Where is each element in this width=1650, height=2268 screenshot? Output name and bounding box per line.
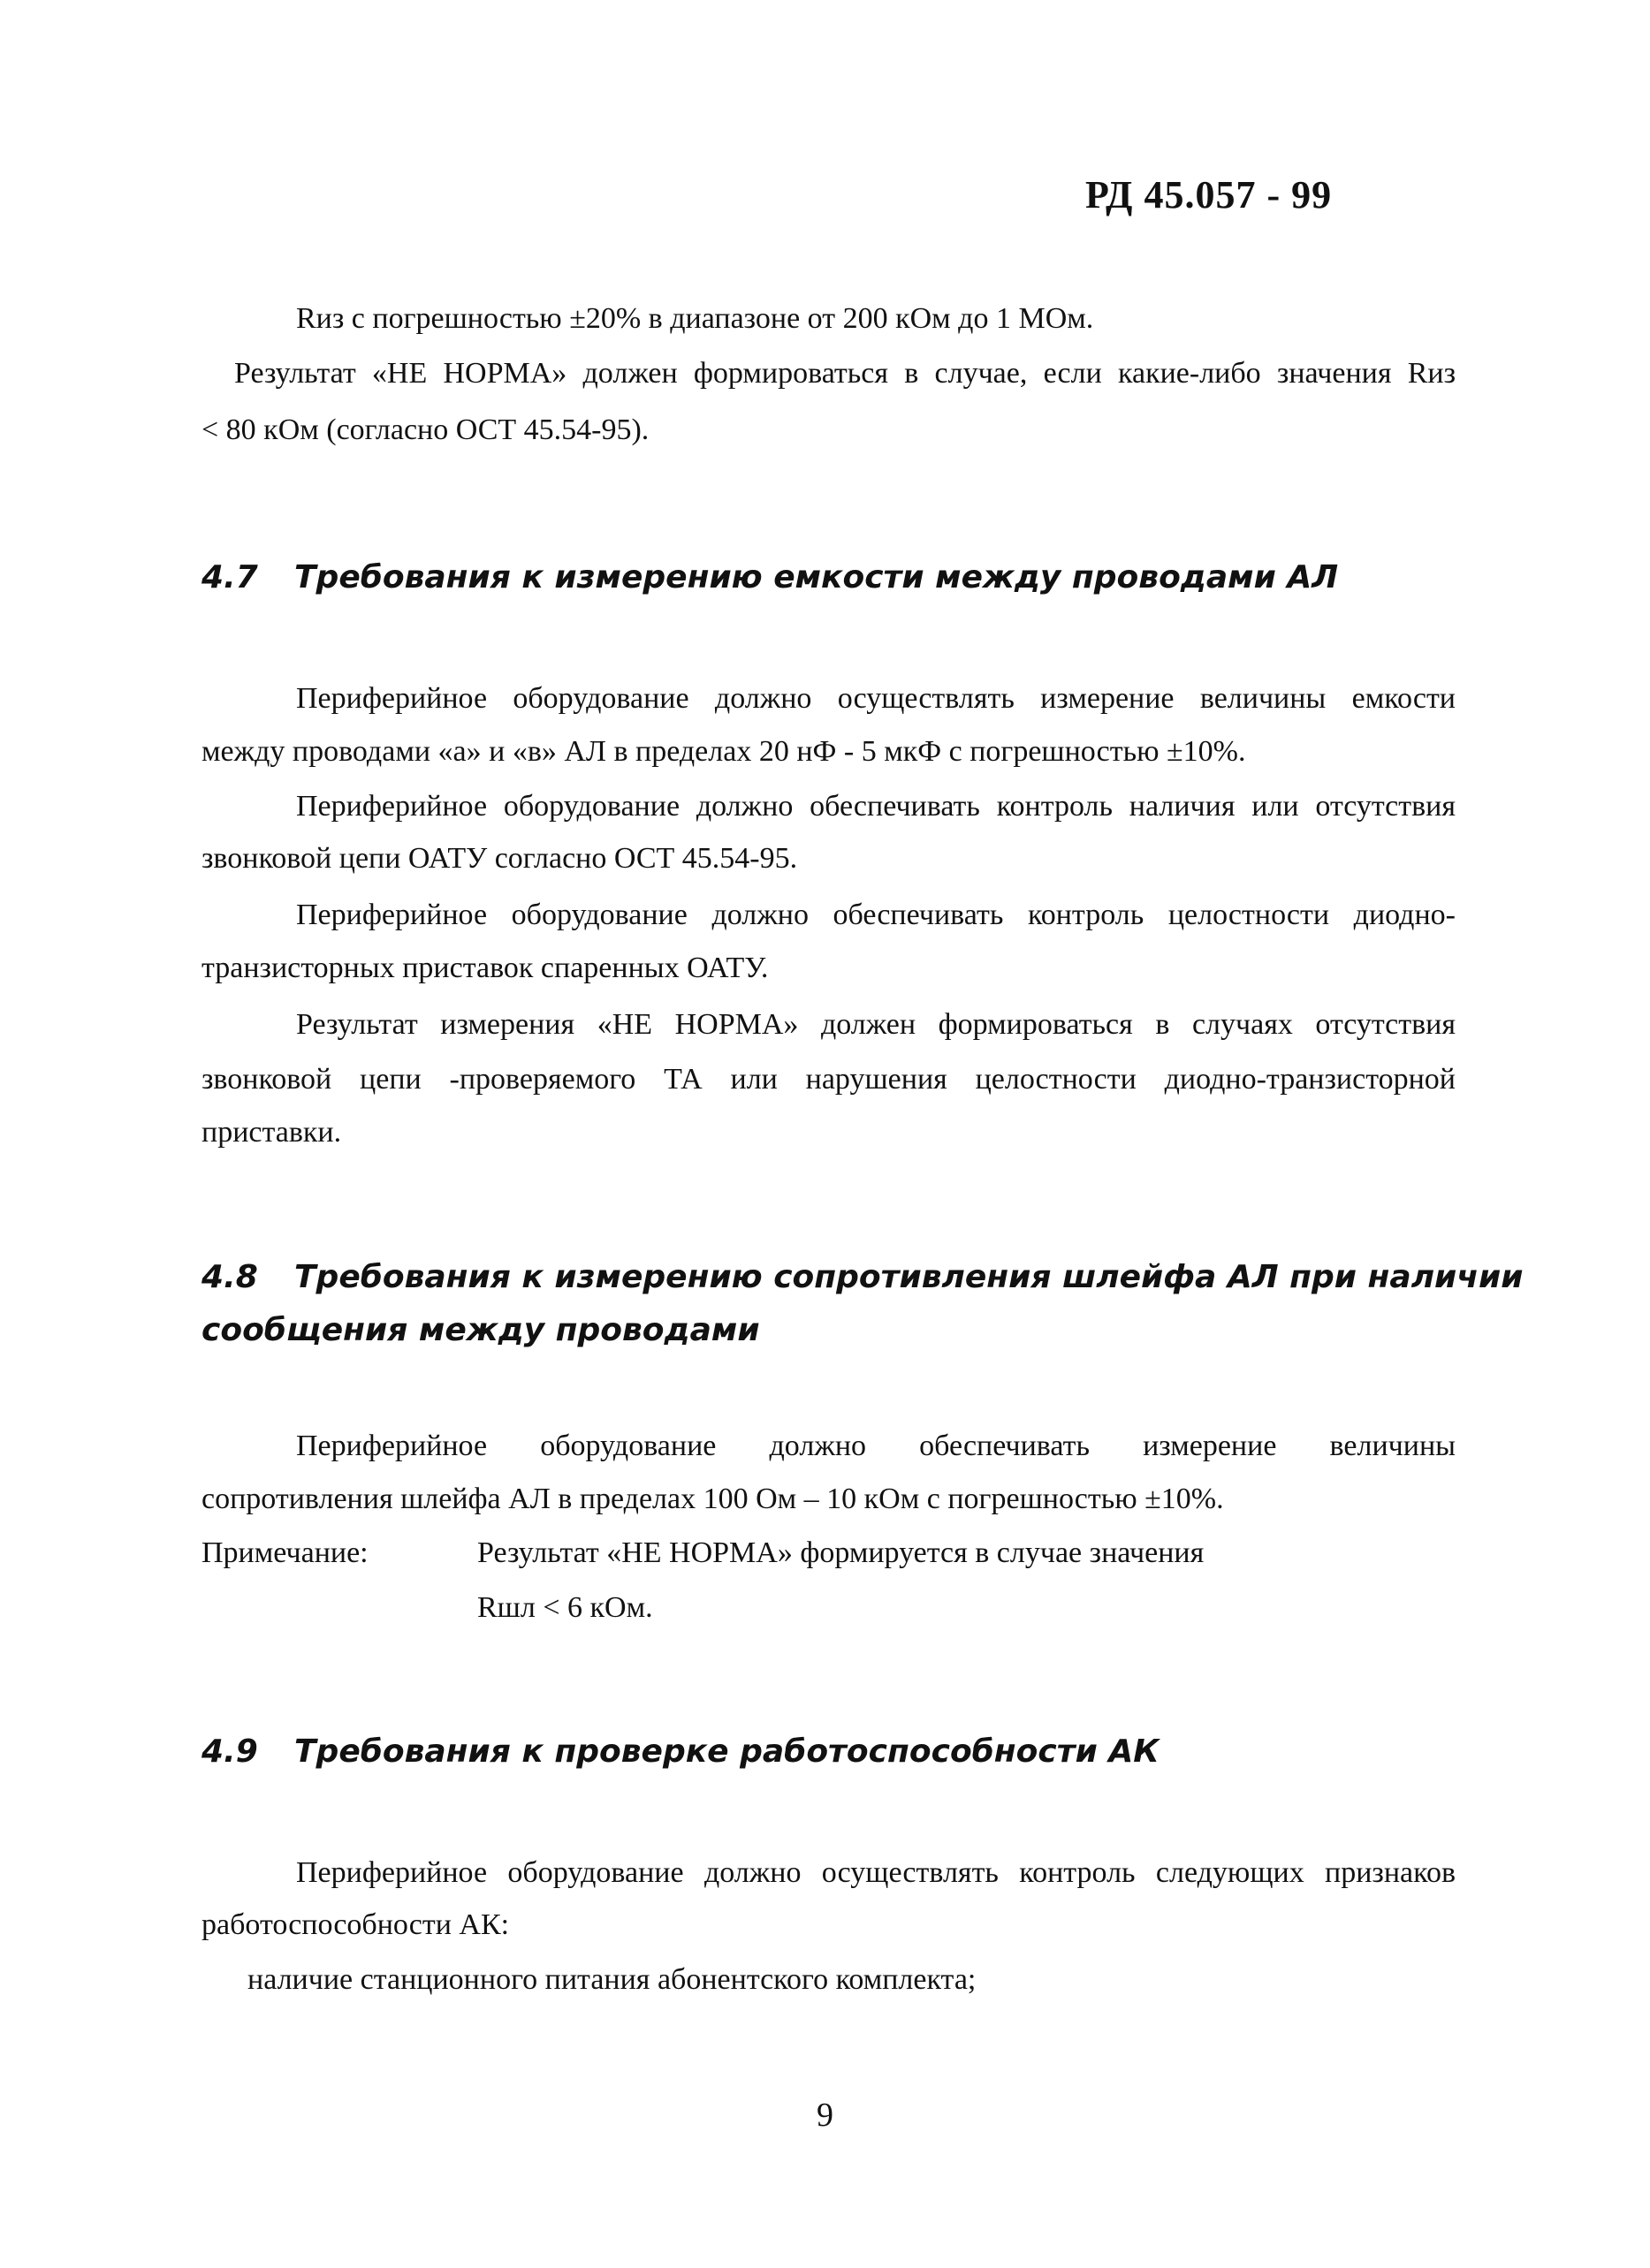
section-4-7-line-8: звонковой цепи -проверяемого ТА или нарушения целостности диодно-транзисторной [201,1063,1456,1096]
note-line-2: Rшл < 6 кОм. [477,1591,653,1624]
section-4-9-title: Требования к проверке работоспособности АК [294,1733,1160,1770]
section-4-7-number: 4.7 [201,559,258,595]
section-4-9-line-2: работоспособности АК: [201,1908,510,1941]
section-4-8-number: 4.8 [201,1259,258,1295]
section-4-7-line-6: транзисторных приставок спаренных ОАТУ. [201,952,769,984]
section-4-9-line-3: наличие станционного питания абонентского комплекта; [247,1963,977,1996]
section-4-8-line-2: сопротивления шлейфа АЛ в пределах 100 Ом – 10 кОм с погрешностью ±10%. [201,1483,1224,1515]
section-4-7-title: Требования к измерению емкости между проводами АЛ [294,559,1339,595]
document-code: РД 45.057 - 99 [1085,173,1333,216]
section-4-8-title-line-2: сообщения между проводами [201,1312,760,1348]
section-4-8-line-1: Периферийное оборудование должно обеспечивать измерение величины [296,1430,1456,1462]
section-4-7-line-1: Периферийное оборудование должно осуществлять измерение величины емкости [296,682,1456,715]
intro-line-1: Rиз с погрешностью ±20% в диапазоне от 200 кОм до 1 МОм. [296,302,1094,335]
page-number: 9 [817,2097,833,2134]
section-4-7-line-7: Результат измерения «НЕ НОРМА» должен формироваться в случаях отсутствия [296,1008,1456,1041]
section-4-8-title-line-1: Требования к измерению сопротивления шлейфа АЛ при наличии [294,1259,1524,1295]
section-4-9-number: 4.9 [201,1733,258,1770]
section-4-7-line-9: приставки. [201,1116,342,1149]
section-4-9-line-1: Периферийное оборудование должно осуществлять контроль следующих признаков [296,1856,1456,1889]
section-4-7-line-2: между проводами «а» и «в» АЛ в пределах 20 нФ - 5 мкФ с погрешностью ±10%. [201,735,1246,768]
section-4-7-line-5: Периферийное оборудование должно обеспечивать контроль целостности диодно- [296,899,1456,931]
note-label: Примечание: [201,1536,369,1569]
section-4-7-line-3: Периферийное оборудование должно обеспечивать контроль наличия или отсутствия [296,790,1456,823]
note-line-1: Результат «НЕ НОРМА» формируется в случае значения [477,1536,1205,1569]
section-4-7-line-4: звонковой цепи ОАТУ согласно ОСТ 45.54-95. [201,842,798,875]
intro-line-3: < 80 кОм (согласно ОСТ 45.54-95). [201,413,650,446]
intro-line-2: Результат «НЕ НОРМА» должен формироваться в случае, если какие-либо значения Rиз [234,357,1456,390]
